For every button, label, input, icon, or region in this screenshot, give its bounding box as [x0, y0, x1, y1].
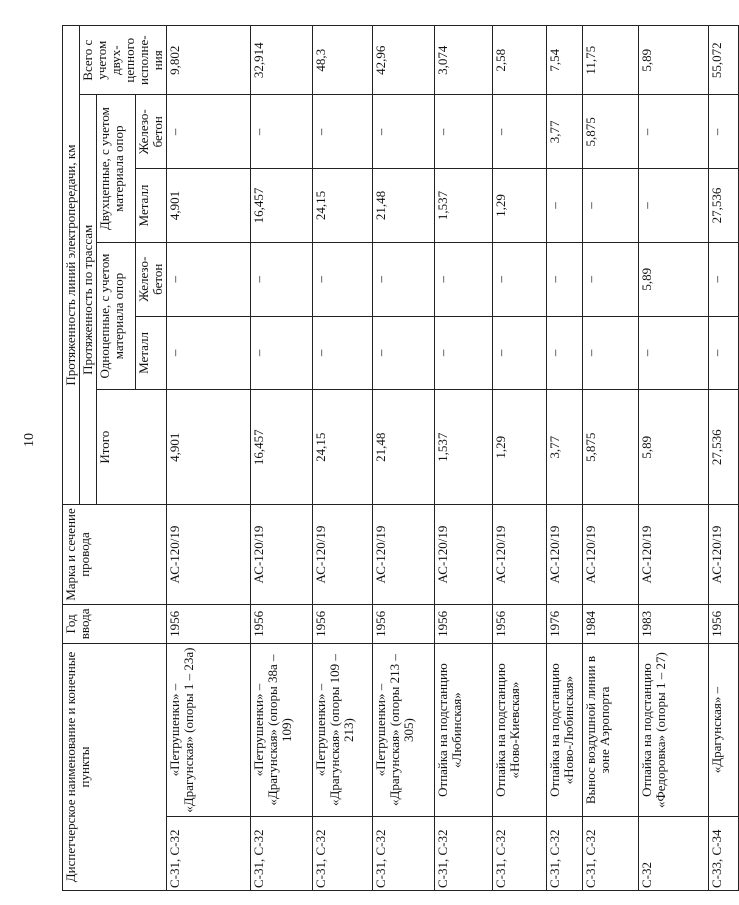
row-year: 1956	[493, 604, 547, 643]
row-name: «Петрушенки» – «Драгунская» (опоры 38а – 109)	[251, 643, 313, 816]
row-grand-total: 48,3	[313, 26, 373, 95]
row-total: 24,15	[313, 390, 373, 505]
row-year: 1956	[709, 604, 739, 643]
row-single-concrete: –	[547, 242, 583, 316]
table-row	[547, 26, 583, 891]
table-row	[435, 26, 493, 891]
row-single-metal: –	[493, 316, 547, 390]
row-year: 1956	[313, 604, 373, 643]
table-row	[313, 26, 373, 891]
row-year: 1956	[251, 604, 313, 643]
row-double-metal: 16,457	[251, 169, 313, 243]
row-name: Отпайка на подстанцию «Ново-Любинская»	[547, 643, 583, 816]
row-single-concrete: –	[167, 242, 251, 316]
row-double-concrete: –	[313, 95, 373, 169]
row-name: «Петрушенки» – «Драгунская» (опоры 1 – 23а)	[167, 643, 251, 816]
header-single-concrete: Железо-бетон	[136, 242, 167, 316]
row-wire: АС-120/19	[639, 505, 709, 605]
row-total: 1,29	[493, 390, 547, 505]
row-name: «Петрушенки» – «Драгунская» (опоры 109 – 213)	[313, 643, 373, 816]
row-double-metal: 21,48	[373, 169, 435, 243]
row-double-metal: –	[583, 169, 639, 243]
row-code: С-31, С-32	[251, 817, 313, 891]
row-single-metal: –	[547, 316, 583, 390]
row-single-concrete: –	[583, 242, 639, 316]
row-total: 5,89	[639, 390, 709, 505]
row-year: 1956	[373, 604, 435, 643]
header-wire: Марка и сечение провода	[63, 505, 167, 605]
table-row	[251, 26, 313, 891]
row-name: Отпайка на подстанцию «Любинская»	[435, 643, 493, 816]
header-by-routes: Протяженность по трассам	[80, 95, 97, 505]
row-year: 1956	[435, 604, 493, 643]
row-double-concrete: –	[251, 95, 313, 169]
row-single-metal: –	[313, 316, 373, 390]
row-single-metal: –	[709, 316, 739, 390]
row-single-concrete: –	[709, 242, 739, 316]
row-year: 1976	[547, 604, 583, 643]
row-code: С-31, С-32	[435, 817, 493, 891]
header-single-metal: Металл	[136, 316, 167, 390]
row-double-concrete: –	[639, 95, 709, 169]
row-wire: АС-120/19	[583, 505, 639, 605]
row-name: Отпайка на подстанцию «Ново-Киевская»	[493, 643, 547, 816]
power-lines-table	[62, 25, 739, 891]
header-total-route: Итого	[97, 390, 167, 505]
row-code: С-31, С-32	[583, 817, 639, 891]
row-double-concrete: –	[709, 95, 739, 169]
row-single-concrete: 5,89	[639, 242, 709, 316]
row-wire: АС-120/19	[493, 505, 547, 605]
row-grand-total: 2,58	[493, 26, 547, 95]
row-code: С-31, С-32	[493, 817, 547, 891]
row-name: Вынос воздушной линии в зоне Аэропорта	[583, 643, 639, 816]
row-name: Отпайка на подстанцию «Федоровка» (опоры 1 – 27)	[639, 643, 709, 816]
row-wire: АС-120/19	[709, 505, 739, 605]
row-double-concrete: –	[493, 95, 547, 169]
row-name: «Петрушенки» – «Драгунская» (опоры 213 – 305)	[373, 643, 435, 816]
row-wire: АС-120/19	[373, 505, 435, 605]
row-single-metal: –	[639, 316, 709, 390]
table-body	[167, 26, 739, 891]
header-double-metal: Металл	[136, 169, 167, 243]
row-grand-total: 7,54	[547, 26, 583, 95]
page-number: 10	[22, 433, 37, 447]
table-row	[167, 26, 251, 891]
row-name: «Драгунская» –	[709, 643, 739, 816]
row-grand-total: 5,89	[639, 26, 709, 95]
row-grand-total: 55,072	[709, 26, 739, 95]
row-single-metal: –	[251, 316, 313, 390]
row-single-metal: –	[373, 316, 435, 390]
row-double-metal: 24,15	[313, 169, 373, 243]
row-double-concrete: 3,77	[547, 95, 583, 169]
row-single-concrete: –	[435, 242, 493, 316]
row-code: С-32	[639, 817, 709, 891]
row-year: 1984	[583, 604, 639, 643]
row-year: 1983	[639, 604, 709, 643]
row-wire: АС-120/19	[435, 505, 493, 605]
header-double-concrete: Железо-бетон	[136, 95, 167, 169]
row-double-metal: –	[547, 169, 583, 243]
row-single-metal: –	[583, 316, 639, 390]
row-total: 5,875	[583, 390, 639, 505]
row-grand-total: 9,802	[167, 26, 251, 95]
header-grand-total: Всего с учетом двух-цепного исполне-ния	[80, 26, 167, 95]
row-double-concrete: –	[373, 95, 435, 169]
row-single-metal: –	[435, 316, 493, 390]
row-grand-total: 11,75	[583, 26, 639, 95]
row-code: С-31, С-32	[167, 817, 251, 891]
row-wire: АС-120/19	[313, 505, 373, 605]
row-wire: АС-120/19	[547, 505, 583, 605]
row-year: 1956	[167, 604, 251, 643]
row-double-concrete: –	[435, 95, 493, 169]
row-total: 4,901	[167, 390, 251, 505]
row-code: С-31, С-32	[373, 817, 435, 891]
row-single-metal: –	[167, 316, 251, 390]
row-double-metal: –	[639, 169, 709, 243]
row-wire: АС-120/19	[167, 505, 251, 605]
row-code: С-31, С-32	[313, 817, 373, 891]
header-year: Год ввода	[63, 604, 167, 643]
row-total: 3,77	[547, 390, 583, 505]
table-row	[709, 26, 739, 891]
row-double-metal: 27,536	[709, 169, 739, 243]
row-double-concrete: –	[167, 95, 251, 169]
table-row	[373, 26, 435, 891]
row-single-concrete: –	[493, 242, 547, 316]
row-single-concrete: –	[313, 242, 373, 316]
table-row	[583, 26, 639, 891]
header-double-circuit: Двухцепные, с учетом материала опор	[97, 95, 136, 242]
row-total: 1,537	[435, 390, 493, 505]
row-grand-total: 42,96	[373, 26, 435, 95]
row-double-metal: 1,29	[493, 169, 547, 243]
table-row	[639, 26, 709, 891]
row-total: 27,536	[709, 390, 739, 505]
header-length-group: Протяженность линий электропередачи, км	[63, 26, 80, 505]
row-wire: АС-120/19	[251, 505, 313, 605]
row-code: С-31, С-32	[547, 817, 583, 891]
header-single-circuit: Одноцепные, с учетом материала опор	[97, 242, 136, 389]
row-double-concrete: 5,875	[583, 95, 639, 169]
row-code: С-33, С-34	[709, 817, 739, 891]
row-total: 16,457	[251, 390, 313, 505]
row-double-metal: 1,537	[435, 169, 493, 243]
row-grand-total: 3,074	[435, 26, 493, 95]
row-double-metal: 4,901	[167, 169, 251, 243]
row-single-concrete: –	[373, 242, 435, 316]
row-total: 21,48	[373, 390, 435, 505]
row-single-concrete: –	[251, 242, 313, 316]
header-name: Диспетчерское наименование и конечные пункты	[63, 643, 167, 890]
table-row	[493, 26, 547, 891]
row-grand-total: 32,914	[251, 26, 313, 95]
